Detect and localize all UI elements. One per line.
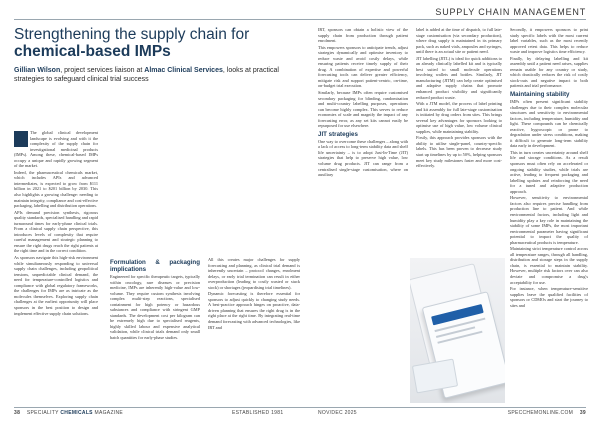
kit-label-lines-3 xyxy=(437,331,482,344)
footer-rule xyxy=(14,407,586,408)
col6-para-6: Maintaining strict temperature control across all temperature ranges, through all handling, distribution and storage steps in the supply chain, is essential to maintain stability. However, multiple risk factors over can also deviate and compromise a drug's acceptability for use. xyxy=(510,246,588,285)
author-name: Gillian Wilson xyxy=(14,67,61,74)
kit-label-band xyxy=(431,304,484,325)
col1-para-2: Indeed, the pharmaceutical chemicals market, which includes APIs and advanced intermediates, is expected to grow from $111 billion in 2021 to $201 billion by 2030. This also highlights a growing challenge: needing to maintain integrity, compliance and cost-effective packaging, labelling and distribution operations. xyxy=(14,169,98,209)
col5-para-2: JIT labelling (JITL) is ideal for quick additions to an already clinically labelled kit and is typically best suited to small molecule operations involving wallets and bottles. Similarly, JIT manufacturing (JITM) can help create optimised and adaptive supply chains that promote enhanced product visibility and significantly reduced product waste. xyxy=(416,55,502,100)
product-photo xyxy=(410,258,505,403)
text-column-4 xyxy=(318,27,408,255)
website: SPECCHEMONLINE.COM xyxy=(507,410,574,416)
drop-cap xyxy=(14,131,28,147)
footer-right xyxy=(508,410,586,416)
col4-para-4: One way to overcome these challenges – along with a lack of access to long-term stability data and shelf life uncertainty – is to adopt Just-In-Time (JIT) strategies that help to preserve high value, low volume drug products. JIT can range from a centralised single-stage customisation, where on auxiliary xyxy=(318,138,408,178)
text-column-6 xyxy=(510,27,588,406)
text-column-1 xyxy=(14,130,98,406)
company-name: Almac Clinical Services xyxy=(144,67,223,74)
col6-para-7: For instance, when temperature-sensitive supplies leave the qualified facilities of sponsors or CDMOs and start the journey to sites and xyxy=(510,286,588,308)
page-number-left: 38 xyxy=(14,410,21,416)
headline-line-2: chemical-based IMPs xyxy=(14,43,171,60)
col6-para-5: However, sensitivity to environmental factors also requires precise handling from production line to patient. And while environmental factors, including light and humidity play a key role in maintaining the stability of some IMPs, the most important environmental parameter having significant potential to impact the quality of pharmaceutical products is temperature. xyxy=(510,195,588,245)
col6-para-4: This in turn creates uncertainty around shelf life and storage conditions. As a result sponsors must often rely on accelerated or ongoing stability studies, while trials are active, leading to frequent packaging and labelling updates and reinforcing the need for a tuned and adaptive production approach. xyxy=(510,149,588,194)
text-column-3 xyxy=(208,257,300,405)
footer-established: ESTABLISHED 1981 xyxy=(232,410,284,416)
article-standfirst xyxy=(14,66,306,84)
brand-word-2: CHEMICALS xyxy=(60,410,93,416)
article-headline xyxy=(14,26,304,60)
col3-para-1: All this creates major challenges for supply forecasting and planning, as clinical trial demand is inherently uncertain – protocol changes, enrolment delays, or early trial termination can result in either overproduction (leading to costly wasted or stuck stock) or shortages (jeopardising trial timelines). xyxy=(208,257,300,290)
heading-stability: Maintaining stability xyxy=(510,91,570,99)
standfirst-tail: , looks at practical strategies to safeguard clinical trial success xyxy=(14,67,279,83)
col5-para-3: With a JTM model, the process of label printing and kit assembly for full late-stage customisation is initiated by drug orders from sites. This brings several key advantages for sponsors looking to optimise use of high value, low volume clinical supplies, while maintaining stability. xyxy=(416,101,502,134)
text-column-5 xyxy=(416,27,502,255)
brand-word-1: SPECIALITY xyxy=(26,410,59,416)
heading-jit: JIT strategies xyxy=(318,130,358,138)
col4-para-1: IRT, sponsors can obtain a holistic view of the supply chain from production through patient enrolment. xyxy=(318,27,408,44)
col6-para-1: Secondly, it empowers sponsors to print study specific labels with the most current label variables, such as the most recently approved retest data. This helps to reduce waste and improve logistics time efficiency. xyxy=(510,27,588,55)
col1-para-4: As sponsors navigate this high-risk environment while simultaneously responding to universal supply chain challenges, including geopolitical tensions, unpredictable clinical demand, the need for temperature-controlled logistics and compliance with global regulatory frameworks, the challenges for IMPs are as intricate as the molecules themselves. Exploring supply chain challenges at the earliest opportunity will place sponsors in the best position to design and implement effective supply chain solutions. xyxy=(14,255,98,316)
col5-para-4: Firstly, this approach provides sponsors with the ability to utilise single-panel, country-specific labels. This has been proven to decrease study start up timelines by up to 50%, helping sponsors meet key study milestones faster and more cost-effectively. xyxy=(416,135,502,169)
footer-issue: NOV/DEC 2025 xyxy=(318,410,357,416)
col6-para-2: Finally, by delaying labelling and kit assembly until a patient need arises, supplies remain usable for any country or study, which drastically reduces the risk of costly stock-outs and negative impact to both patients and trial performance. xyxy=(510,55,588,89)
col1-para-1: The global clinical development landscape is evolving and with it the complexity of the supply chain for investigational medicinal products (IMPs). Among these, chemical-based IMPs occupy a unique and rapidly growing segment of the market. xyxy=(14,130,98,169)
col4-para-2: This empowers sponsors to anticipate trends, adjust strategies dynamically and optimise inventory to reduce waste and avoid costly delays, while ensuring patients receive timely supply of their drug. A combination of expertise and powerful forecasting tools can deliver greater efficiency, mitigate risk and support patient-centric, on-time, on-budget trial execution. xyxy=(318,44,408,89)
page-number-right: 39 xyxy=(579,410,586,416)
heading-formulation: Formulation & packaging implications xyxy=(110,259,200,273)
footer-left xyxy=(14,410,123,416)
text-column-2 xyxy=(110,257,200,405)
headline-line-1: Strengthening the supply chain for xyxy=(14,26,250,43)
col1-para-3: APIs demand precision synthesis, rigorous quality standards, specialised handling and rapid turnaround times for early-phase clinical trials. From a clinical supply chain perspective, this introduces levels of complexity that require careful management and strategic planning to ensure the right drugs reach the right patients at the right time and in the correct condition. xyxy=(14,209,98,254)
col3-para-2: Dynamic forecasting is therefore essential for sponsors to adjust quickly to changing study needs. A best-practice approach hinges on proactive, data-driven planning that ensures the right drug is in the right place at the right time. By integrating real-time demand forecasting with advanced technologies, like IRT and xyxy=(208,291,300,330)
header-rule xyxy=(14,19,586,20)
col6-para-3: IMPs often present significant stability challenges due to their complex molecular structures and sensitivity to environmental factors, including temperature, humidity and light. These compounds can be chemically reactive, hygroscopic or prone to degradation under stress conditions, making it difficult to generate long-term stability data early in development. xyxy=(510,99,588,149)
section-label: SUPPLY CHAIN MANAGEMENT xyxy=(435,7,586,17)
brand-word-3: MAGAZINE xyxy=(94,410,124,416)
col4-para-3: Similarly, because IMPs often require customised secondary packaging for blinding, randomisation and multi-country labelling purposes, operations can become highly complex. This serves to reduce economies of scale and magnify the impact of any forecasting error, as any set kits cannot easily be repurposed for use elsewhere. xyxy=(318,90,408,129)
col2-para-1: Engineered for specific therapeutic targets, typically within oncology, rare diseases or precision medicine, IMPs are inherently high-value and low-volume. They require custom synthesis involving complex multi-step reactions, specialised containment for high potency or hazardous substances and compliance with stringent GMP standards. The development cost per kilogram can be extremely high due to specialised reagents, highly skilled labour and expensive analytical validation, while clinical trials demand only small batch quantities for early-phase studies. xyxy=(110,274,200,341)
col5-para-1: label is added at the time of dispatch, to full late-stage customisation (via secondary production), where drug supply is maintained in its primary pack, such as naked vials, ampoules and syringes, until there is an actual site or patient need. xyxy=(416,27,502,55)
author-role: , project services liaison at xyxy=(60,67,145,74)
